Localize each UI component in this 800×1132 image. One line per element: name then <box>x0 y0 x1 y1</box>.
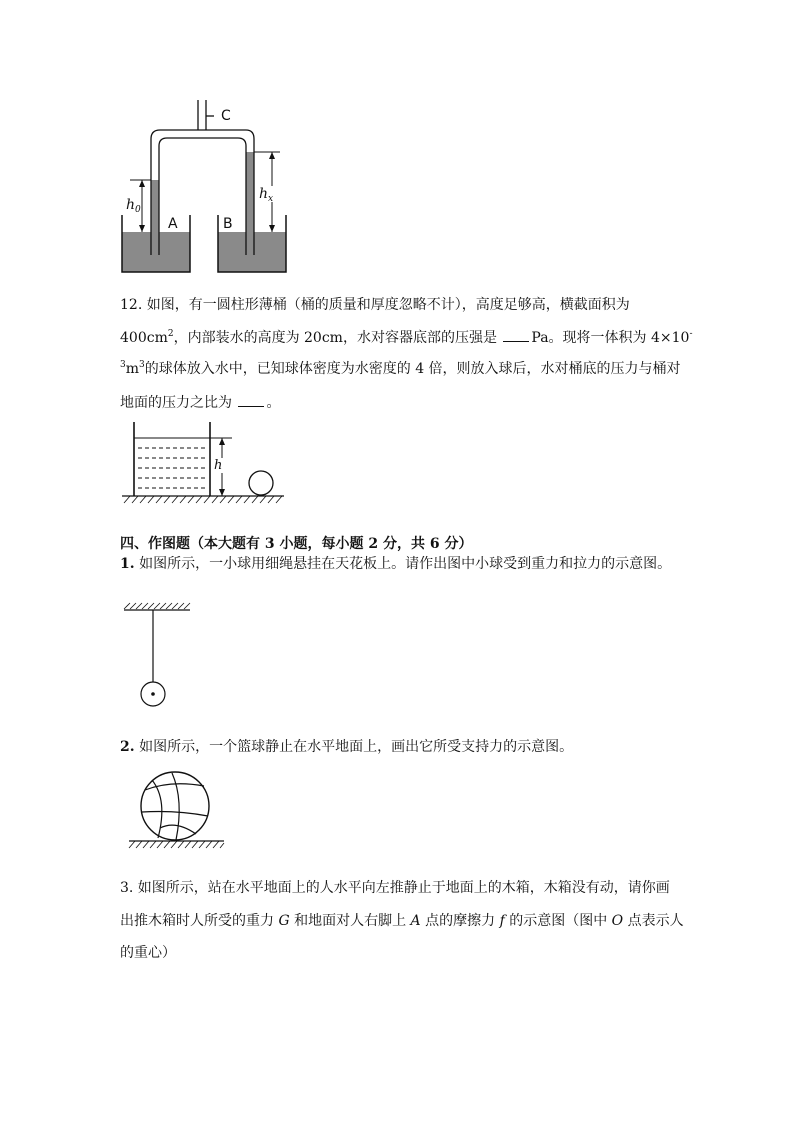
figure-siphon <box>118 95 298 280</box>
label-b: B <box>223 216 233 232</box>
q12-line-3: $^3m^3$的球体放入水中，已知球体密度为水密度的 4 倍，则放入球后，水对桶底的压力与桶对 <box>120 360 681 377</box>
problem-3-line-1: 3. 如图所示，站在水平地面上的人水平向左推静止于地面上的木箱，木箱没有动，请你画 <box>120 880 670 896</box>
water-a <box>122 232 190 272</box>
water-b <box>218 232 286 272</box>
section-title: 四、作图题（本大题有 3 小题，每小题 2 分，共 6 分） <box>120 536 473 552</box>
basketball-diagram <box>126 770 231 852</box>
problem-1: 1. 如图所示，一小球用细绳悬挂在天花板上。请作出图中小球受到重力和拉力的示意图。 <box>120 556 672 572</box>
answer-blank-ratio[interactable] <box>238 395 264 407</box>
q12-line-2: $400cm^2$，内部装水的高度为 20cm，水对容器底部的压强是 Pa。现将一体积为 4×10‐ <box>120 329 693 346</box>
label-h: h <box>214 458 223 473</box>
label-hx: $h_x$ <box>259 186 274 204</box>
ball-shape <box>249 471 273 495</box>
answer-blank-pressure[interactable] <box>503 330 529 342</box>
tube-water-left <box>151 180 159 232</box>
q12-line-4: 地面的压力之比为 。 <box>120 395 281 411</box>
label-h0: $h_0$ <box>126 197 141 215</box>
label-c: C <box>221 108 231 124</box>
label-a: A <box>168 216 178 232</box>
problem-3-line-3: 的重心） <box>120 945 176 961</box>
figure-basketball <box>126 770 231 852</box>
q12-line-1: 12. 如图，有一圆柱形薄桶（桶的质量和厚度忽略不计），高度足够高，横截面积为 <box>120 297 630 313</box>
pendulum-diagram <box>120 600 200 715</box>
figure-bucket <box>118 418 288 503</box>
problem-3-line-2: 出推木箱时人所受的重力 G 和地面对人右脚上 A 点的摩擦力 f 的示意图（图中 O 点表示人 <box>120 913 684 929</box>
tube-water-right <box>246 152 254 232</box>
problem-2: 2. 如图所示，一个篮球静止在水平地面上，画出它所受支持力的示意图。 <box>120 739 574 755</box>
bucket-diagram <box>118 418 288 503</box>
figure-pendulum <box>120 600 200 715</box>
